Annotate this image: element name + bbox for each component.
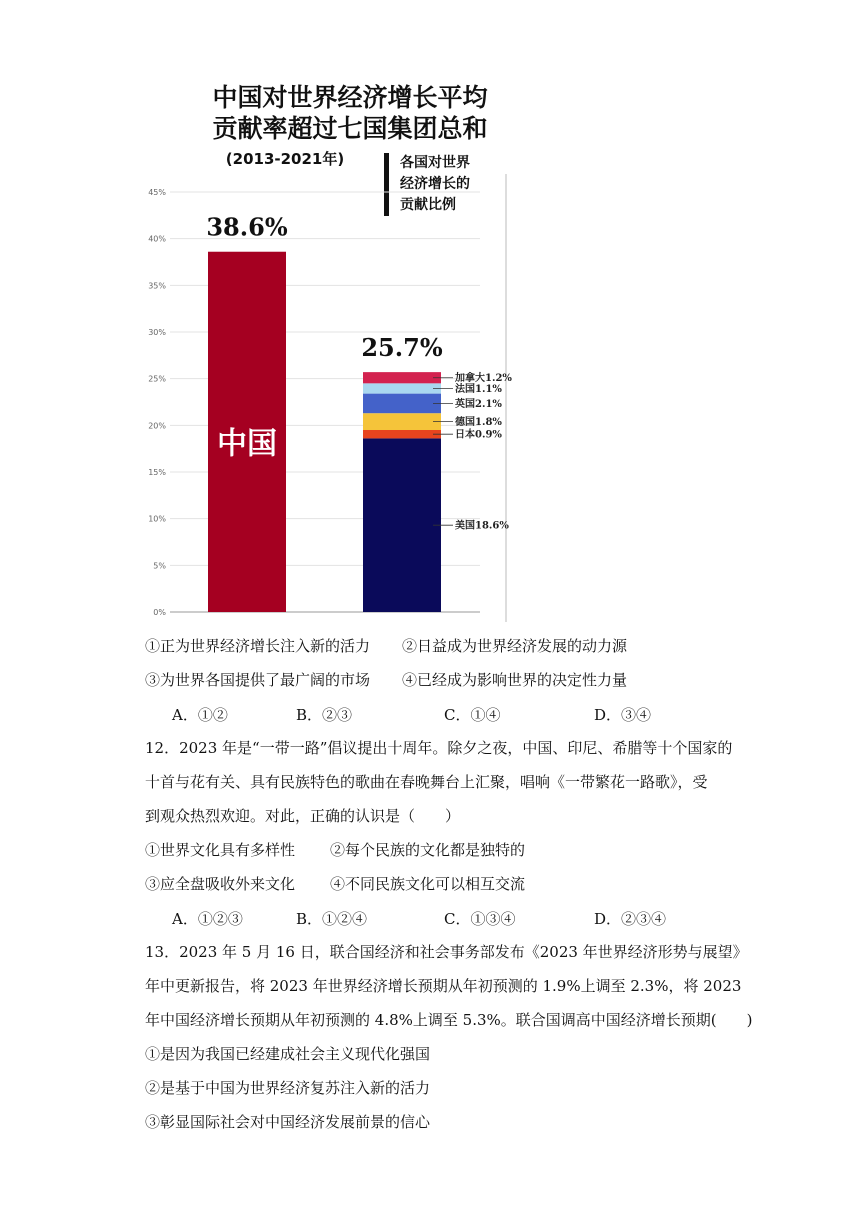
q12-statement-1: ①世界文化具有多样性 [145,841,296,859]
q12-stem-line-3: 到观众热烈欢迎。对此，正确的认识是（ ） [145,807,461,825]
q11-statement-4: ④已经成为影响世界的决定性力量 [402,671,628,689]
q11-statement-2: ②日益成为世界经济发展的动力源 [402,637,628,655]
q13-stem-line-3: 年中国经济增长预期从年初预测的 4.8%上调至 5.3%。联合国调高中国经济增长预期( ) [145,1011,753,1029]
y-tick-label: 20% [148,421,166,431]
bar-chart [130,172,520,624]
segment-label: 英国2.1% [455,398,502,410]
y-tick-label: 30% [148,328,166,337]
chart-title [150,82,550,144]
y-tick-label: 40% [148,234,166,244]
bar-total-label: 25.7% [361,333,443,363]
chart-note-line-3: 贡献比例 [400,197,456,213]
segment-label: 美国18.6% [455,520,509,532]
chart-note-line-2: 经济增长的 [400,176,470,192]
q13-statement-3: ③彰显国际社会对中国经济发展前景的信心 [145,1113,431,1131]
bar-segment [363,372,441,383]
bar-total-label: 38.6% [206,212,288,242]
q12-stem-line-1: 12．2023 年是“一带一路”倡议提出十周年。除夕之夜，中国、印尼、希腊等十个国家的 [145,739,733,757]
segment-label: 加拿大1.2% [455,373,512,385]
y-tick-label: 15% [148,468,166,477]
bar-segment [363,394,441,414]
q13-stem-line-1: 13．2023 年 5 月 16 日，联合国经济和社会事务部发布《2023 年世界经济形势与展望》 [145,943,748,961]
y-tick-label: 10% [148,514,166,524]
q12-choice-d[interactable]: D．②③④ [594,910,667,928]
q12-choice-a[interactable]: A．①②③ [172,910,243,928]
q12-statement-4: ④不同民族文化可以相互交流 [330,875,526,893]
q12-statement-2: ②每个民族的文化都是独特的 [330,841,526,859]
q12-statement-3: ③应全盘吸收外来文化 [145,875,296,893]
segment-label: 日本0.9% [455,429,502,441]
q12-choice-b[interactable]: B．①②④ [296,910,368,928]
bar-segment [363,438,441,612]
q11-choice-b[interactable]: B．②③ [296,706,353,724]
q11-statement-3: ③为世界各国提供了最广阔的市场 [145,671,371,689]
q12-choice-c[interactable]: C．①③④ [444,910,516,928]
q13-statement-2: ②是基于中国为世界经济复苏注入新的活力 [145,1079,431,1097]
q11-choice-a[interactable]: A．①② [172,706,228,724]
chart-note-line-1: 各国对世界 [400,155,470,171]
q13-stem-line-2: 年中更新报告，将 2023 年世界经济增长预期从年初预测的 1.9%上调至 2.3%，将 2023 [145,977,742,995]
chart-title-line-1: 中国对世界经济增长平均 [212,83,488,112]
y-tick-label: 45% [148,188,166,197]
q12-stem-line-2: 十首与花有关、具有民族特色的歌曲在春晚舞台上汇聚，唱响《一带繁花一路歌》，受 [145,773,708,791]
bar-segment [363,413,441,430]
segment-label: 德国1.8% [455,417,502,429]
q11-choice-d[interactable]: D．③④ [594,706,652,724]
segment-label: 法国1.1% [455,383,502,395]
chart-title-line-2: 贡献率超过七国集团总和 [212,114,488,143]
y-tick-label: 25% [148,374,166,384]
bar-segment [363,430,441,438]
y-tick-label: 0% [153,608,166,617]
q13-statement-1: ①是因为我国已经建成社会主义现代化强国 [145,1045,431,1063]
q11-choice-c[interactable]: C．①④ [444,706,501,724]
chart-subtitle: (2013-2021年) [225,150,345,168]
q11-statement-1: ①正为世界经济增长注入新的活力 [145,637,371,655]
y-tick-label: 35% [148,281,166,291]
bar-inner-label: 中国 [217,426,277,462]
y-tick-label: 5% [153,561,166,571]
bar-segment [363,383,441,393]
